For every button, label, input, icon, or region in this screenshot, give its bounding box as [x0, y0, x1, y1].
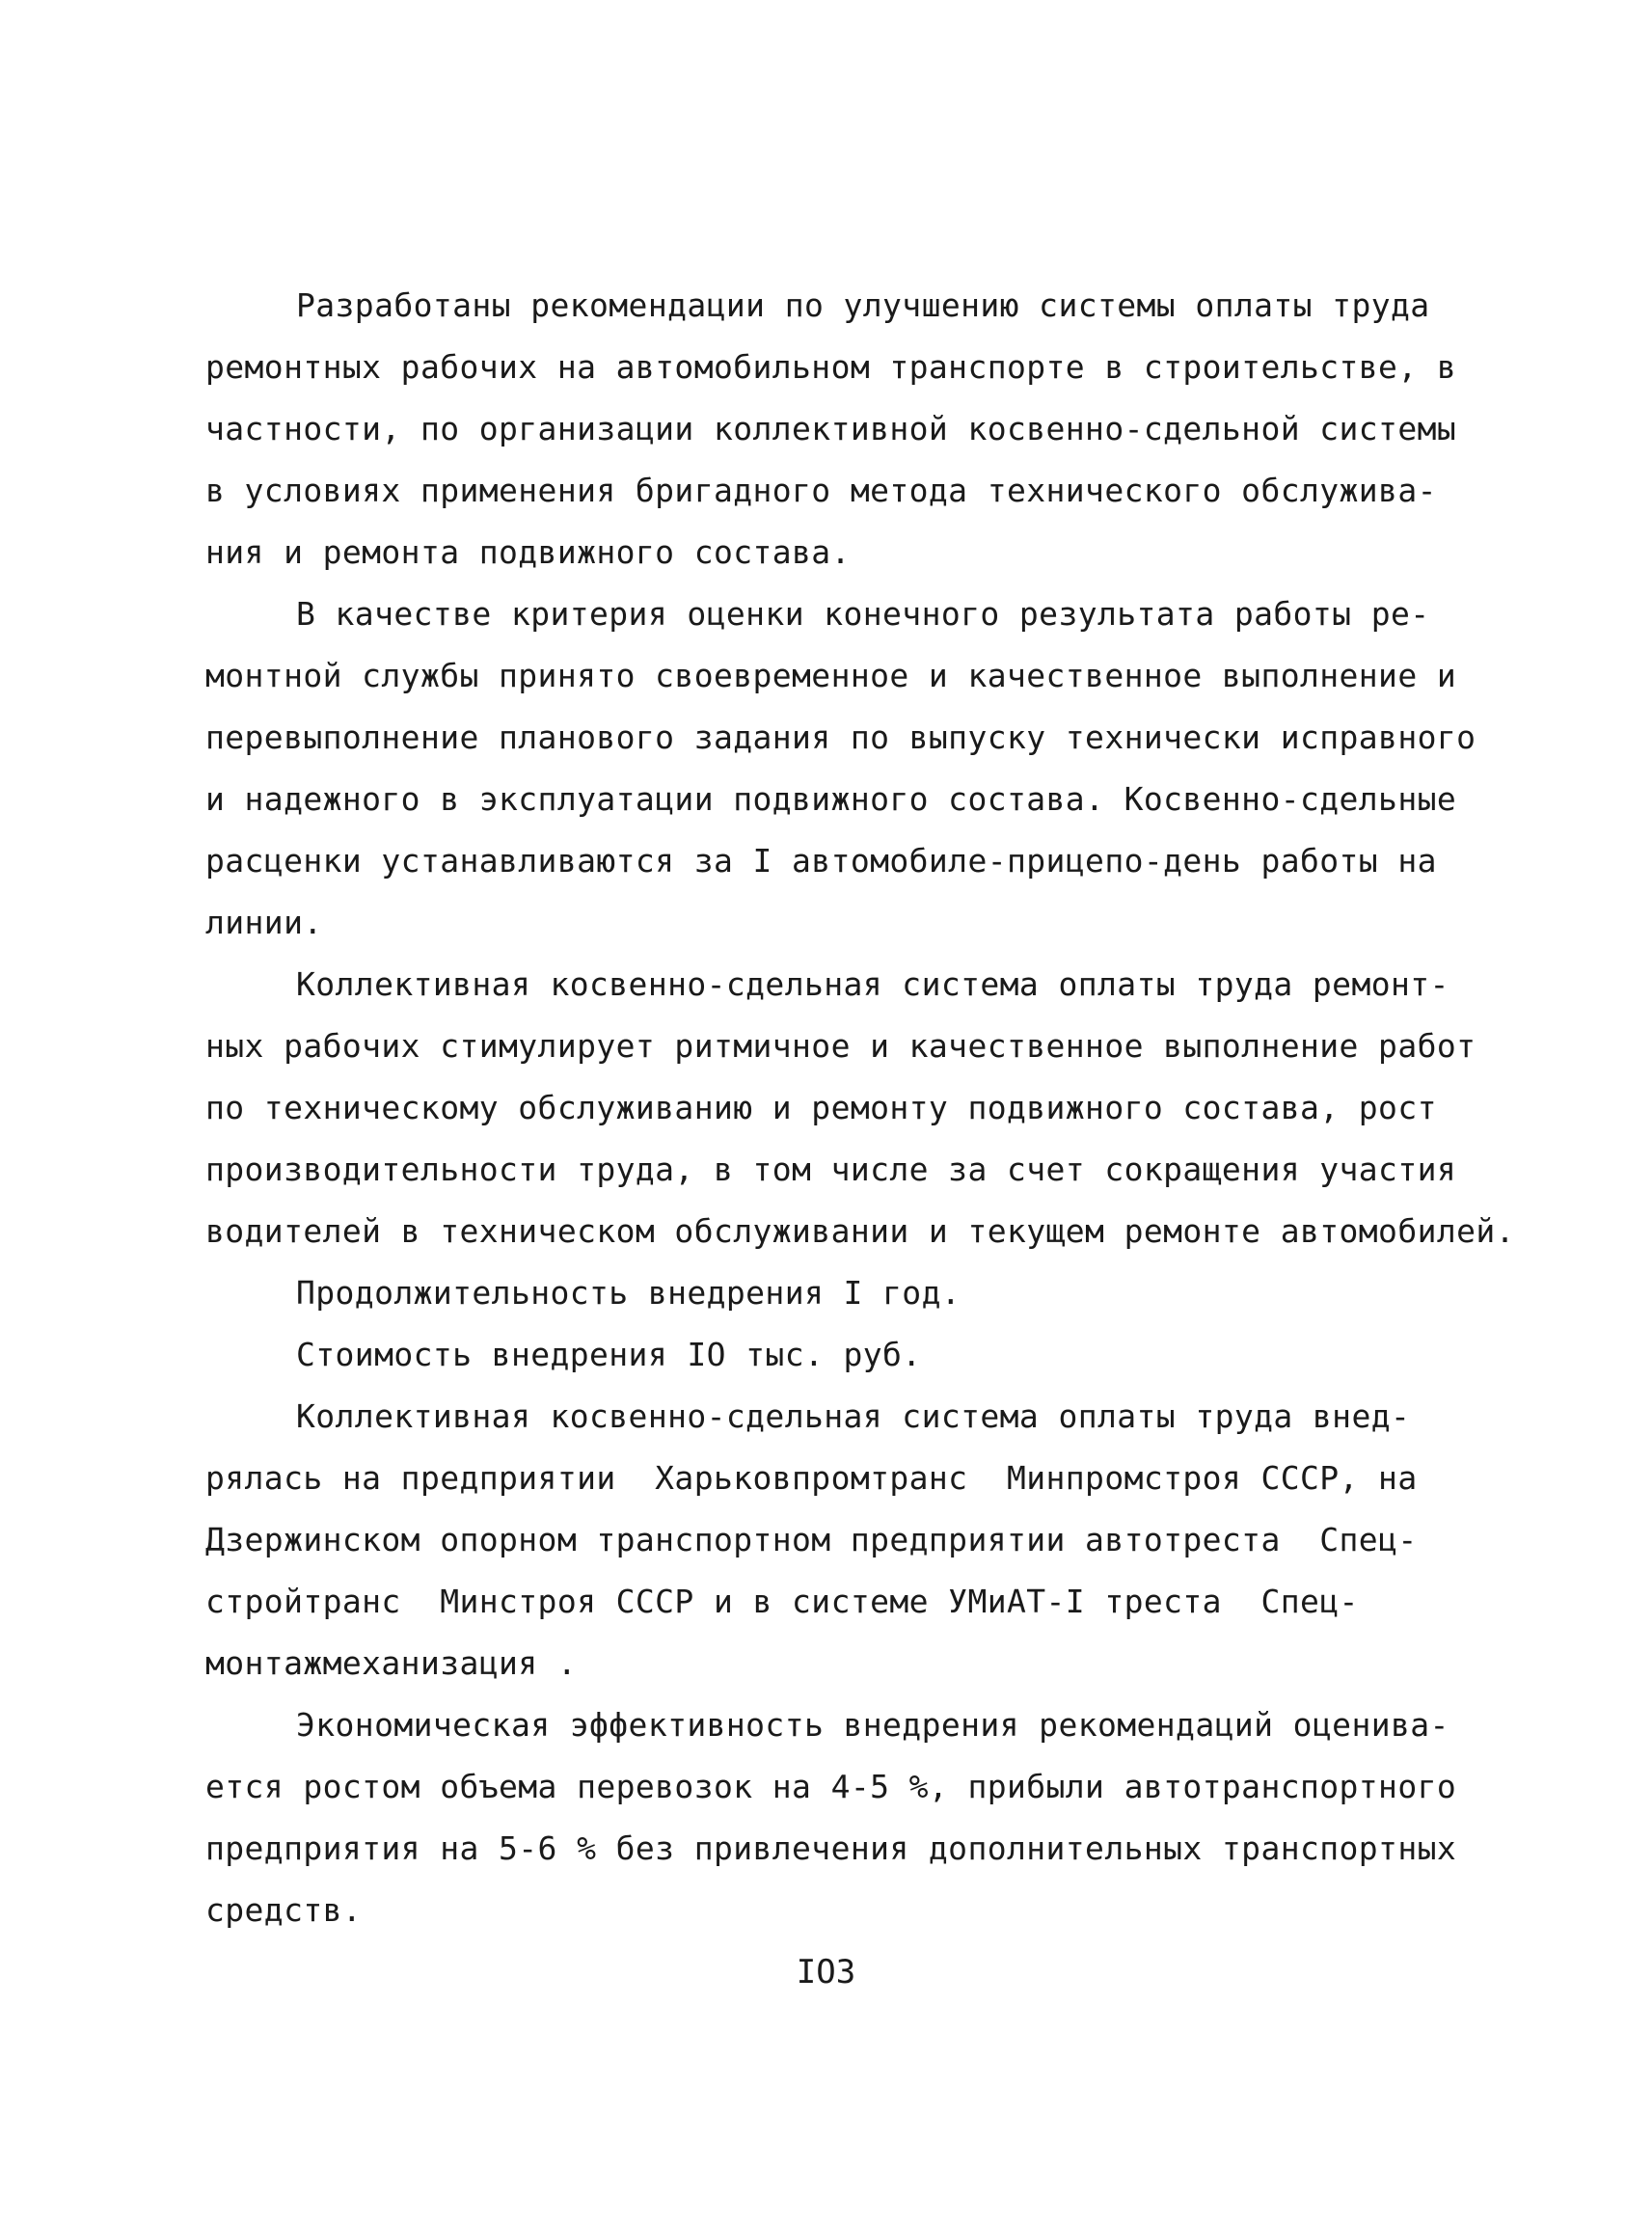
text-line: рялась на предприятии Харьковпромтранс Минпромстроя СССР, на — [205, 1459, 1418, 1497]
text-line: ется ростом объема перевозок на 4-5 %, прибыли автотранспортного — [205, 1768, 1457, 1805]
text-line: Коллективная косвенно-сдельная система оплаты труда ремонт- — [296, 965, 1449, 1003]
text-line: Коллективная косвенно-сдельная система оплаты труда внед- — [296, 1397, 1411, 1435]
text-line: расценки устанавливаются за I автомобиле-прицепо-день работы на — [205, 842, 1437, 880]
text-line: водителей в техническом обслуживании и текущем ремонте автомобилей. — [205, 1212, 1515, 1250]
text-line: производительности труда, в том числе за счет сокращения участия — [205, 1151, 1457, 1188]
text-line: монтной службы принято своевременное и качественное выполнение и — [205, 657, 1457, 694]
page-number: IO3 — [796, 1953, 856, 1991]
text-line: ния и ремонта подвижного состава. — [205, 533, 851, 571]
text-line: Дзержинском опорном транспортном предприятии автотреста Спец- — [205, 1521, 1418, 1558]
text-line: Экономическая эффективность внедрения рекомендаций оценива- — [296, 1706, 1449, 1744]
text-line: Стоимость внедрения IO тыс. руб. — [296, 1336, 922, 1373]
text-line: В качестве критерия оценки конечного результата работы ре- — [296, 595, 1430, 633]
text-line: средств. — [205, 1891, 363, 1929]
text-line: Продолжительность внедрения I год. — [296, 1274, 961, 1312]
text-line: в условиях применения бригадного метода технического обслужива- — [205, 472, 1437, 509]
text-line: Разработаны рекомендации по улучшению системы оплаты труда — [296, 286, 1430, 324]
text-line: предприятия на 5-6 % без привлечения дополнительных транспортных — [205, 1829, 1457, 1867]
text-line: стройтранс Минстроя СССР и в системе УМиАТ-I треста Спец- — [205, 1583, 1359, 1620]
text-line: перевыполнение планового задания по выпуску технически исправного — [205, 718, 1476, 756]
text-line: ных рабочих стимулирует ритмичное и качественное выполнение работ — [205, 1027, 1476, 1065]
text-line: ремонтных рабочих на автомобильном транспорте в строительстве, в — [205, 348, 1457, 386]
text-line: частности, по организации коллективной косвенно-сдельной системы — [205, 410, 1457, 447]
text-line: и надежного в эксплуатации подвижного состава. Косвенно-сдельные — [205, 780, 1457, 818]
text-line: монтажмеханизация . — [205, 1644, 578, 1682]
text-line: по техническому обслуживанию и ремонту подвижного состава, рост — [205, 1089, 1437, 1126]
text-line: линии. — [205, 904, 323, 941]
